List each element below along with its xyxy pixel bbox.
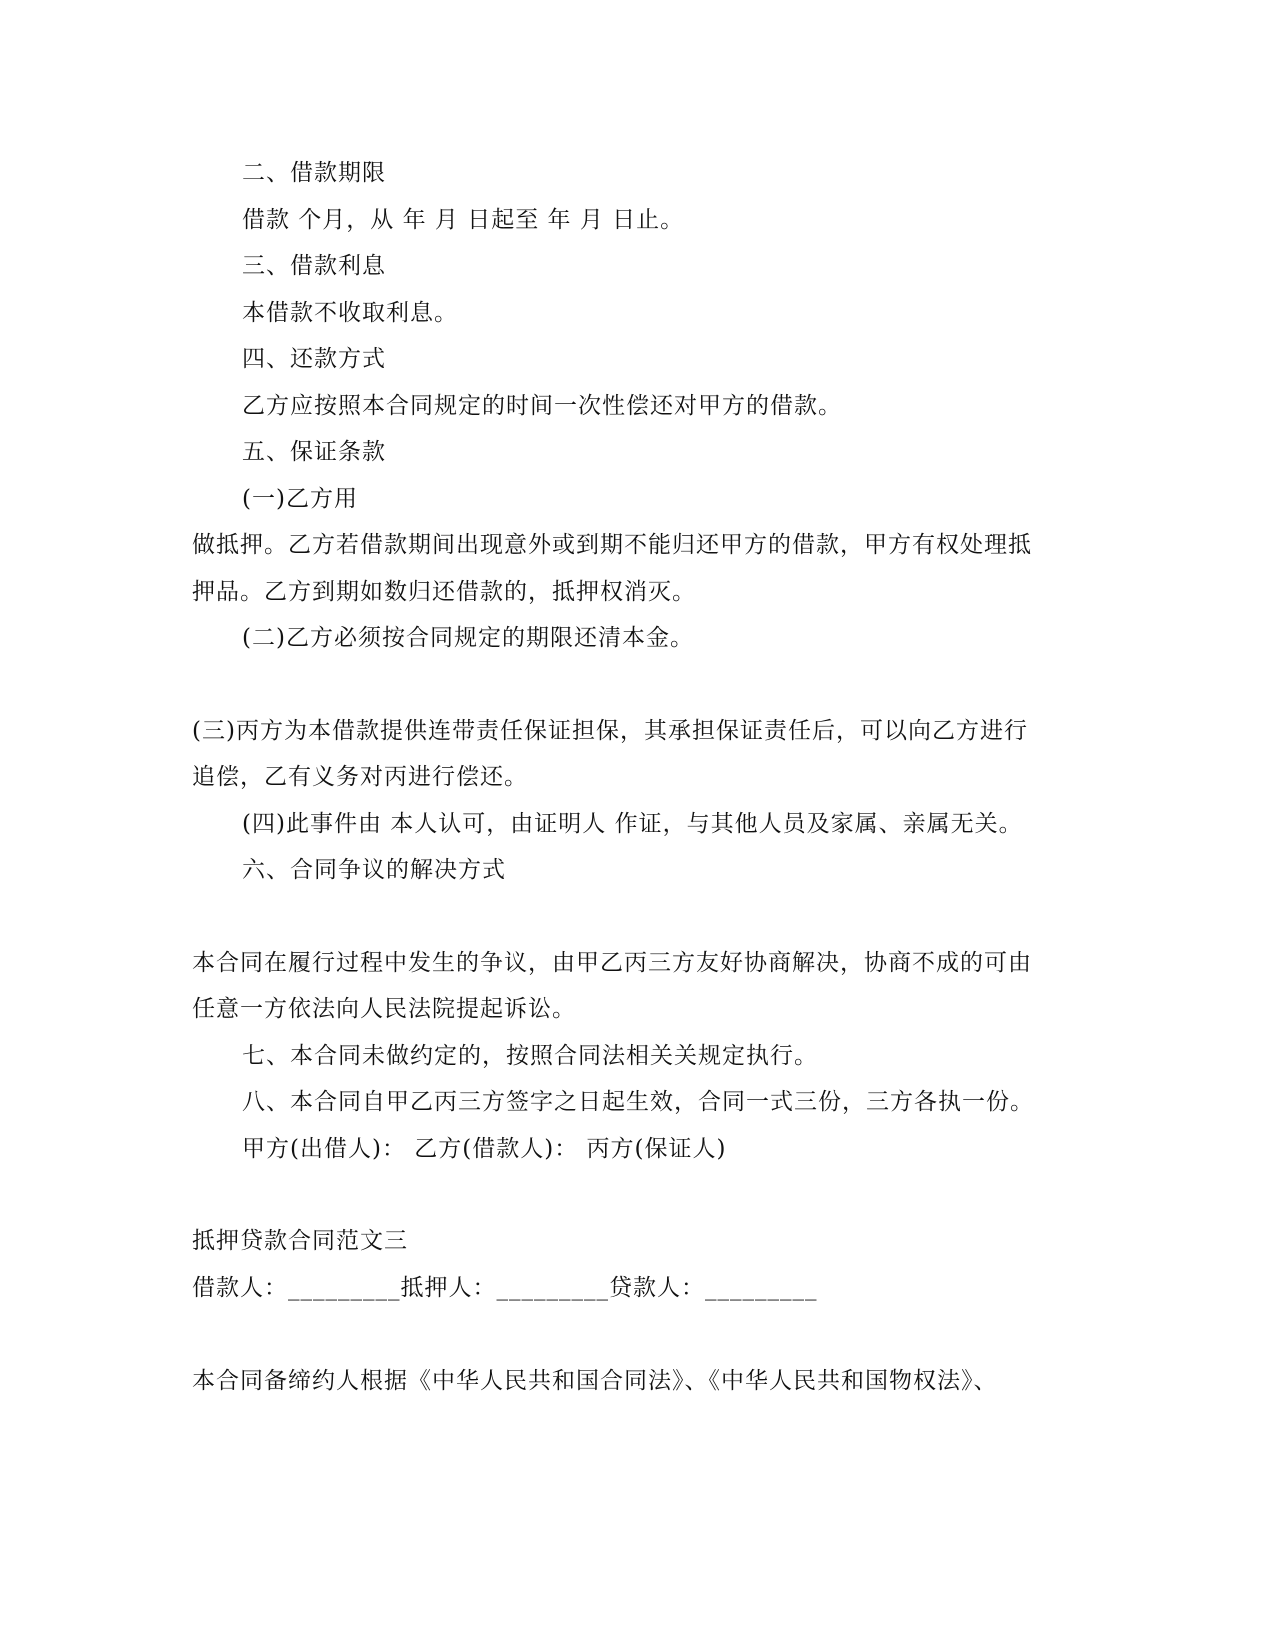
parties-blanks: 借款人：_________抵押人：_________贷款人：_________ xyxy=(192,1275,818,1301)
interest-text: 本借款不收取利息。 xyxy=(242,300,458,326)
loan-term-text: 借款 个月，从 年 月 日起至 年 月 日止。 xyxy=(242,207,685,233)
clause-1-line-3: 押品。乙方到期如数归还借款的，抵押权消灭。 xyxy=(192,579,696,605)
section-8: 八、本合同自甲乙丙三方签字之日起生效，合同一式三份，三方各执一份。 xyxy=(242,1089,1034,1115)
signature-parties: 甲方(出借人)： 乙方(借款人)： 丙方(保证人) xyxy=(242,1136,727,1162)
repayment-text: 乙方应按照本合同规定的时间一次性偿还对甲方的借款。 xyxy=(242,393,842,419)
section-3-heading: 三、借款利息 xyxy=(242,253,386,279)
clause-3-line-1: (三)丙方为本借款提供连带责任保证担保，其承担保证责任后，可以向乙方进行 xyxy=(192,718,1028,744)
section-5-heading: 五、保证条款 xyxy=(242,439,386,465)
section-2-heading: 二、借款期限 xyxy=(242,160,386,186)
section-6-heading: 六、合同争议的解决方式 xyxy=(242,857,506,883)
dispute-line-1: 本合同在履行过程中发生的争议，由甲乙丙三方友好协商解决，协商不成的可由 xyxy=(192,950,1032,976)
clause-1-start: (一)乙方用 xyxy=(242,486,358,512)
clause-3-line-2: 追偿，乙有义务对丙进行偿还。 xyxy=(192,764,528,790)
dispute-line-2: 任意一方依法向人民法院提起诉讼。 xyxy=(192,996,576,1022)
sample-3-title: 抵押贷款合同范文三 xyxy=(192,1228,408,1254)
clause-1-line-2: 做抵押。乙方若借款期间出现意外或到期不能归还甲方的借款，甲方有权处理抵 xyxy=(192,532,1032,558)
section-7: 七、本合同未做约定的，按照合同法相关关规定执行。 xyxy=(242,1043,818,1069)
contract-basis-text: 本合同备缔约人根据《中华人民共和国合同法》、《中华人民共和国物权法》、 xyxy=(192,1368,998,1394)
clause-2: (二)乙方必须按合同规定的期限还清本金。 xyxy=(242,625,694,651)
section-4-heading: 四、还款方式 xyxy=(242,346,386,372)
clause-4: (四)此事件由 本人认可，由证明人 作证，与其他人员及家属、亲属无关。 xyxy=(242,811,1023,837)
